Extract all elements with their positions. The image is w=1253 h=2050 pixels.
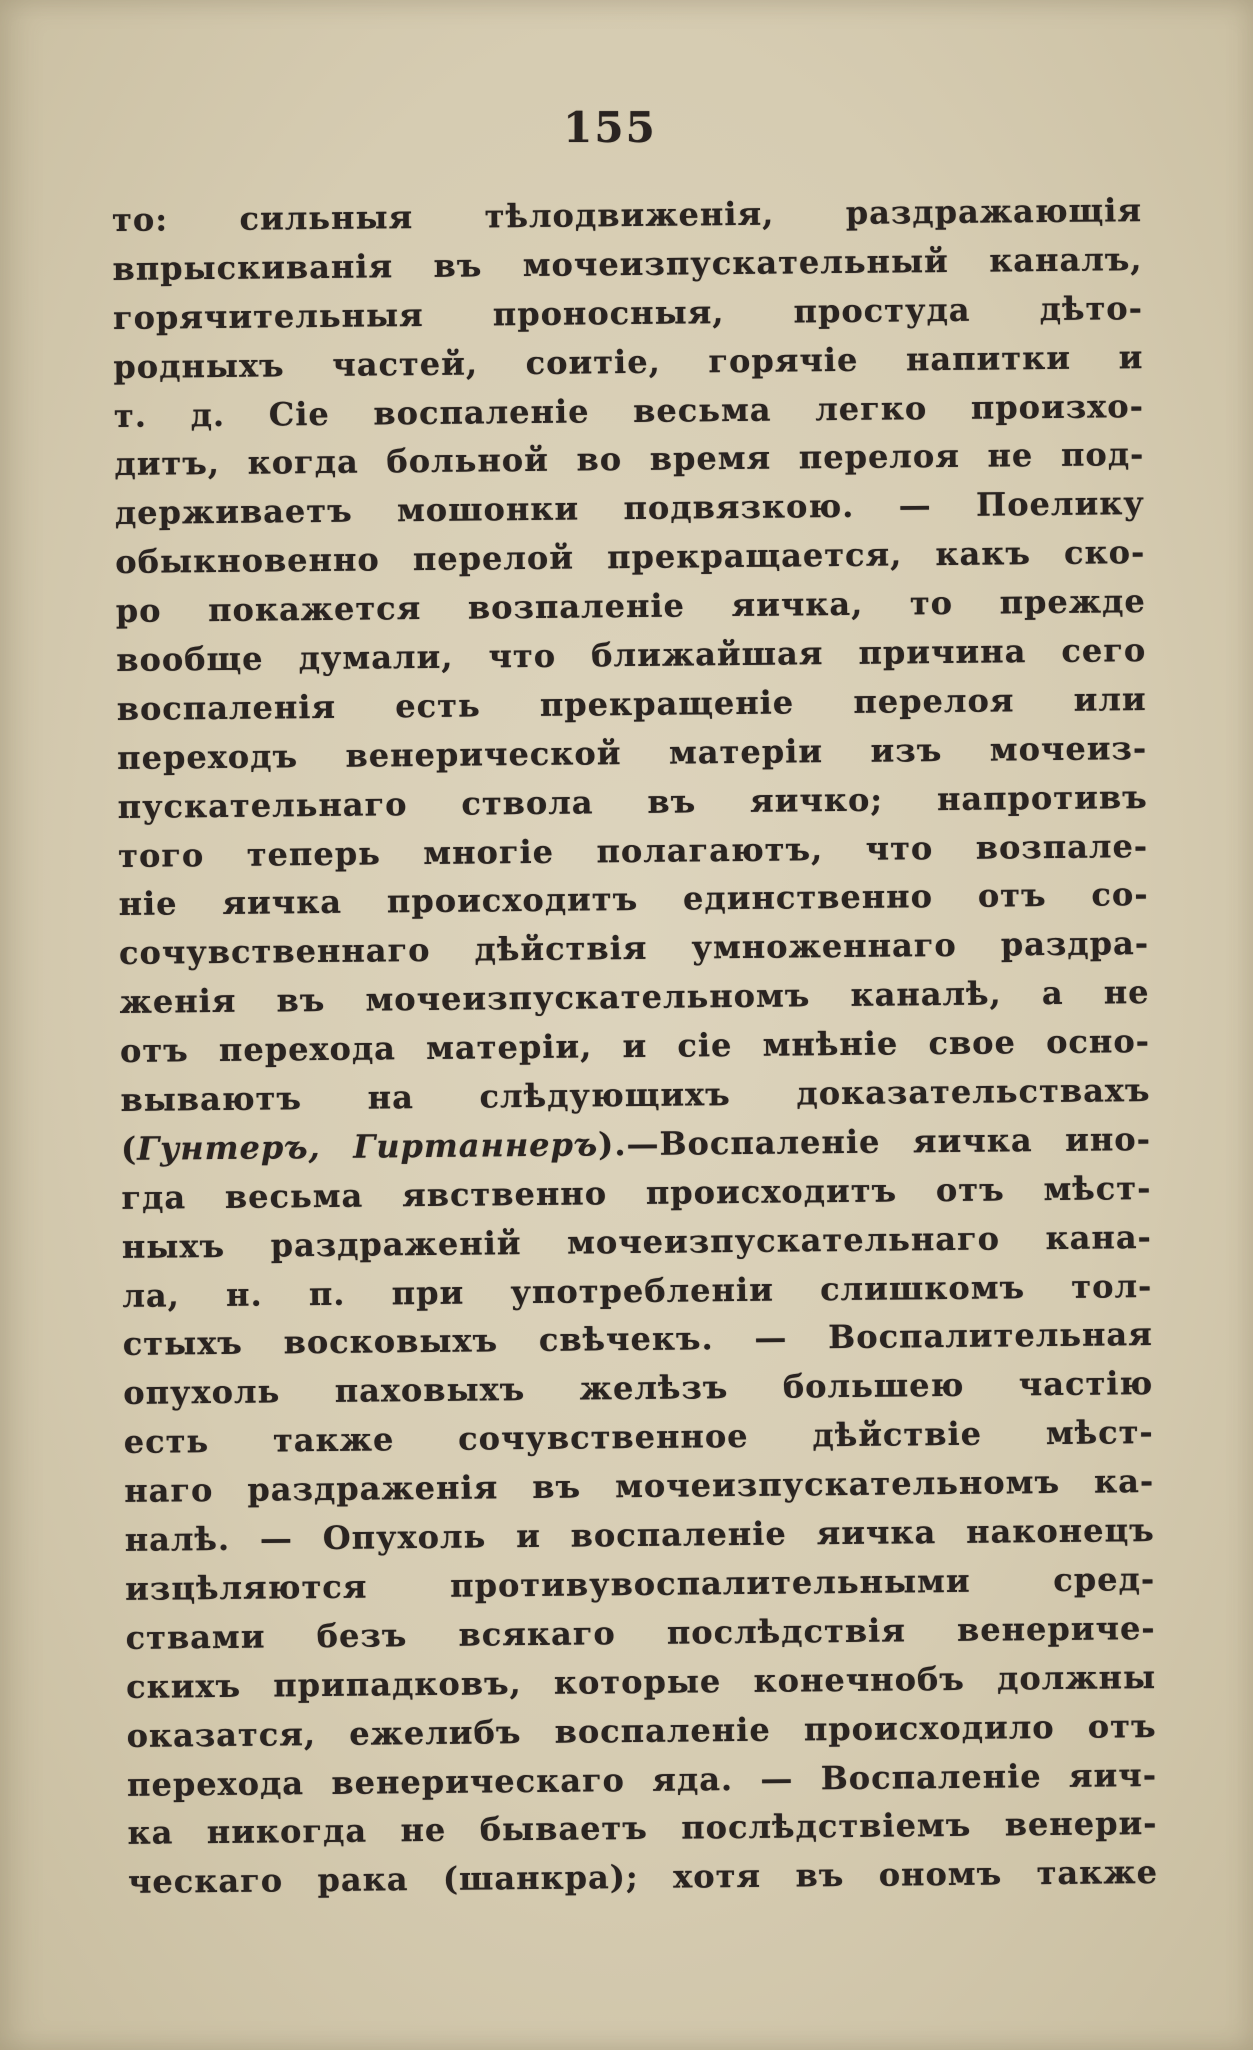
- text-line: обыкновенно перелой прекращается, какъ ско-: [115, 533, 1146, 582]
- text-line: сочувственнаго дѣйствія умноженнаго раздра-: [118, 924, 1150, 973]
- text-line: изцѣляются противувоспалительными сред-: [124, 1559, 1156, 1608]
- text-line: налѣ. — Опухоль и воспаленіе яичка наконецъ: [124, 1511, 1155, 1559]
- text-line: отъ перехода матеріи, и сіе мнѣніе свое осно-: [119, 1022, 1151, 1071]
- text-line: воспаленія есть прекращеніе перелоя или: [116, 679, 1147, 728]
- cited-authors: Гунтеръ, Гиртаннеръ: [136, 1125, 599, 1168]
- text-line: ро покажется возпаленіе яичка, то прежде: [115, 582, 1146, 631]
- text-line: то: сильныя тѣлодвиженія, раздражающія: [111, 191, 1143, 239]
- text-line: горячительныя проносныя, простуда дѣто-: [112, 288, 1144, 337]
- text-line: дитъ, когда больной во время перелоя не под-: [114, 435, 1145, 484]
- text-line: гда весьма явственно происходитъ отъ мѣст-: [121, 1168, 1152, 1217]
- text-line: женія въ мочеизпускательномъ каналѣ, а не: [119, 973, 1150, 1022]
- text-line: опухоль паховыхъ желѣзъ большею частію: [123, 1364, 1154, 1413]
- citation-close: ).—Воспаленіе яичка ино-: [598, 1119, 1152, 1164]
- text-line: вываютъ на слѣдующихъ доказательствахъ: [120, 1071, 1151, 1119]
- text-line: ка никогда не бываетъ послѣдствіемъ венери-: [127, 1804, 1158, 1853]
- page-number: 155: [563, 103, 657, 152]
- text-line: вообще думали, что ближайшая причина сего: [116, 631, 1147, 679]
- text-line: ствами безъ всякаго послѣдствія венериче-: [125, 1608, 1156, 1657]
- text-line: переходъ венерической матеріи изъ мочеиз-: [117, 728, 1148, 777]
- text-line: того теперь многіе полагаютъ, что возпале-: [117, 826, 1149, 875]
- citation-open: (: [120, 1129, 138, 1168]
- text-line: т. д. Сіе воспаленіе весьма легко произхо-: [113, 386, 1145, 435]
- body-text: [112, 186, 1158, 1907]
- text-line: ческаго рака (шанкра); хотя въ ономъ также: [127, 1853, 1159, 1902]
- text-line: перехода венерическаго яда. — Воспаленіе яич-: [126, 1755, 1158, 1804]
- text-line: оказатся, ежелибъ воспаленіе происходило отъ: [126, 1706, 1157, 1755]
- text-line: наго раздраженія въ мочеизпускательномъ ка-: [124, 1462, 1155, 1511]
- text-line: впрыскиванія въ мочеизпускательный каналъ,: [112, 239, 1143, 288]
- text-line: держиваетъ мошонки подвязкою. — Поелику: [114, 484, 1145, 533]
- text-line: родныхъ частей, соитіе, горячіе напитки и: [113, 337, 1144, 386]
- text-line: пускательнаго ствола въ яичко; напротивъ: [117, 777, 1148, 826]
- text-line: скихъ припадковъ, которые конечнобъ должны: [125, 1657, 1157, 1706]
- text-line: ніе яичка происходитъ единственно отъ со-: [118, 875, 1149, 924]
- text-line: стыхъ восковыхъ свѣчекъ. — Воспалительная: [122, 1315, 1153, 1364]
- text-line: ла, н. п. при употребленіи слишкомъ тол-: [122, 1266, 1153, 1315]
- text-line: есть также сочувственное дѣйствіе мѣст-: [123, 1413, 1154, 1462]
- text-line: ныхъ раздраженій мочеизпускательнаго кана-: [121, 1217, 1153, 1266]
